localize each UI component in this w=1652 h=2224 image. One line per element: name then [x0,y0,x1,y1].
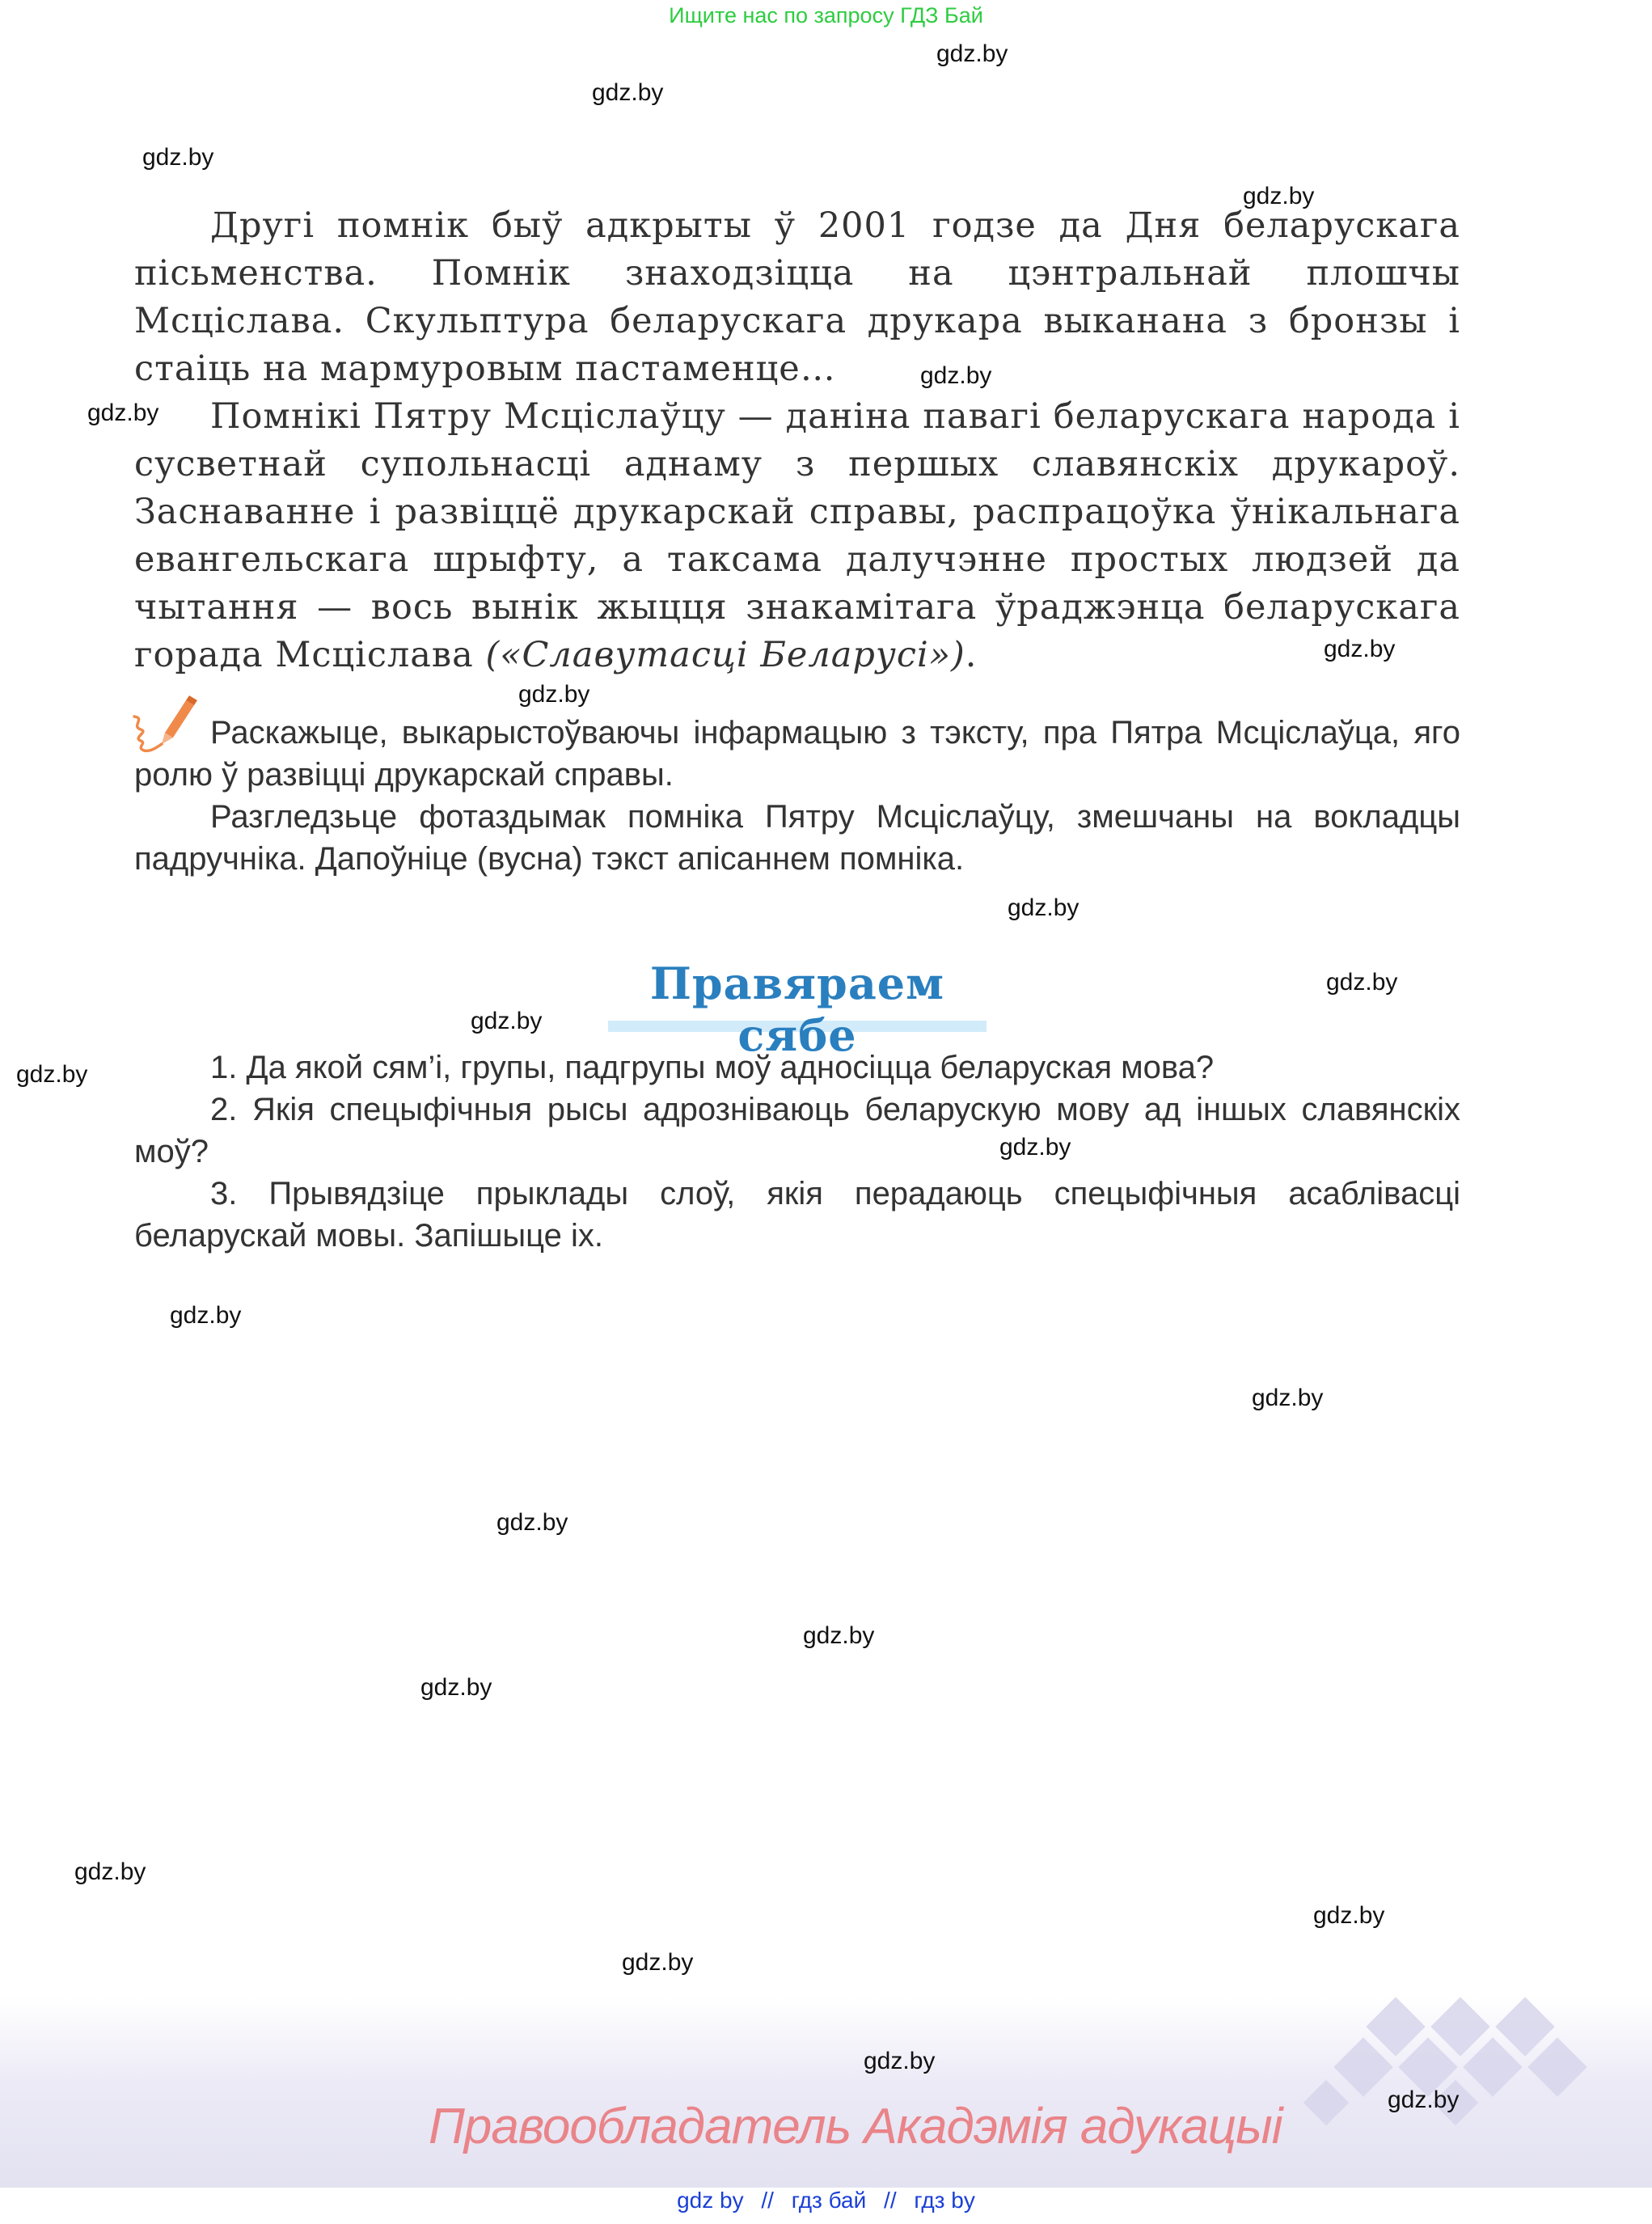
footer-link-3[interactable]: гдз by [914,2188,975,2213]
paragraph-2-main: Помнікі Пятру Мсціслаўцу — даніна павагі беларускага народа і сусветнай супольнасці аднаму з першых славянскіх друкароў. Заснаванне і развіццё друкарскай справы, распрацоўка ўнікальнага евангельскага шрыфту, а таксама далучэнне простых людзей да чытання — вось вынік жыцця знакамітага ўраджэнца беларускага горада Мсціслава [134,396,1460,675]
question-3: 3. Прывядзіце прыклады слоў, якія перадаюць спецыфічныя асаблівасці беларускай мовы. Запішыце іх. [134,1176,1460,1254]
watermark: gdz.by [1388,2087,1460,2113]
watermark: gdz.by [170,1302,242,1329]
watermark: gdz.by [87,400,159,426]
watermark: gdz.by [936,40,1008,67]
task-line-1: Раскажыце, выкарыстоўваючы інфармацыю з тэксту, пра Пятра Мсціслаўца, яго ролю ў развіцці друкарскай справы. [134,715,1460,793]
copyright-notice: Правообладатель Акадэмія адукацыі [429,2099,1282,2154]
main-text [134,202,1460,679]
link-separator: // [884,2188,897,2213]
question-1: 1. Да якой сям’і, групы, падгрупы моў адносіцца беларуская мова? [210,1050,1215,1085]
watermark: gdz.by [1326,969,1398,996]
watermark: gdz.by [1313,1902,1385,1929]
question-2: 2. Якія спецыфічныя рысы адрозніваюць беларускую мову ад іншых славянскіх моў? [134,1092,1460,1169]
paragraph-1: Другі помнік быў адкрыты ў 2001 годзе да Дня беларускага пісьменства. Помнік знаходзіцца на цэнтральнай плошчы Мсціслава. Скульптура беларускага друкара выканана з бронзы і стаіць на мармуровым пастаменце… [134,205,1460,389]
footer-link-2[interactable]: гдз бай [791,2188,867,2213]
bottom-links [0,2188,1652,2213]
section-heading: Правяраем сябе [649,958,945,1061]
watermark: gdz.by [16,1061,88,1088]
source-citation: («Славутасці Беларусі») [485,635,965,675]
watermark: gdz.by [592,79,664,106]
watermark: gdz.by [420,1674,492,1701]
watermark: gdz.by [1324,636,1396,662]
watermark: gdz.by [74,1858,146,1885]
questions-list [134,1046,1460,1257]
watermark: gdz.by [864,2048,936,2074]
watermark: gdz.by [471,1008,543,1034]
watermark: gdz.by [803,1622,875,1649]
watermark: gdz.by [920,362,992,389]
watermark: gdz.by [1243,183,1315,209]
paragraph-2-end: . [965,635,978,675]
watermark: gdz.by [142,144,214,171]
link-separator: // [761,2188,774,2213]
watermark: gdz.by [1252,1385,1324,1411]
watermark: gdz.by [518,681,590,708]
watermark: gdz.by [1008,894,1080,921]
top-banner-link[interactable]: Ищите нас по запросу ГДЗ Бай [669,3,983,27]
watermark: gdz.by [622,1949,694,1976]
task-line-2: Разгледзьце фотаздымак помніка Пятру Мсціслаўцу, змешчаны на вокладцы падручніка. Дапоўніце (вусна) тэкст апісаннем помніка. [134,799,1460,877]
watermark: gdz.by [999,1134,1071,1161]
task-block [134,712,1460,880]
footer-link-1[interactable]: gdz by [677,2188,744,2213]
paragraph-2 [134,393,1460,679]
watermark: gdz.by [496,1509,568,1536]
